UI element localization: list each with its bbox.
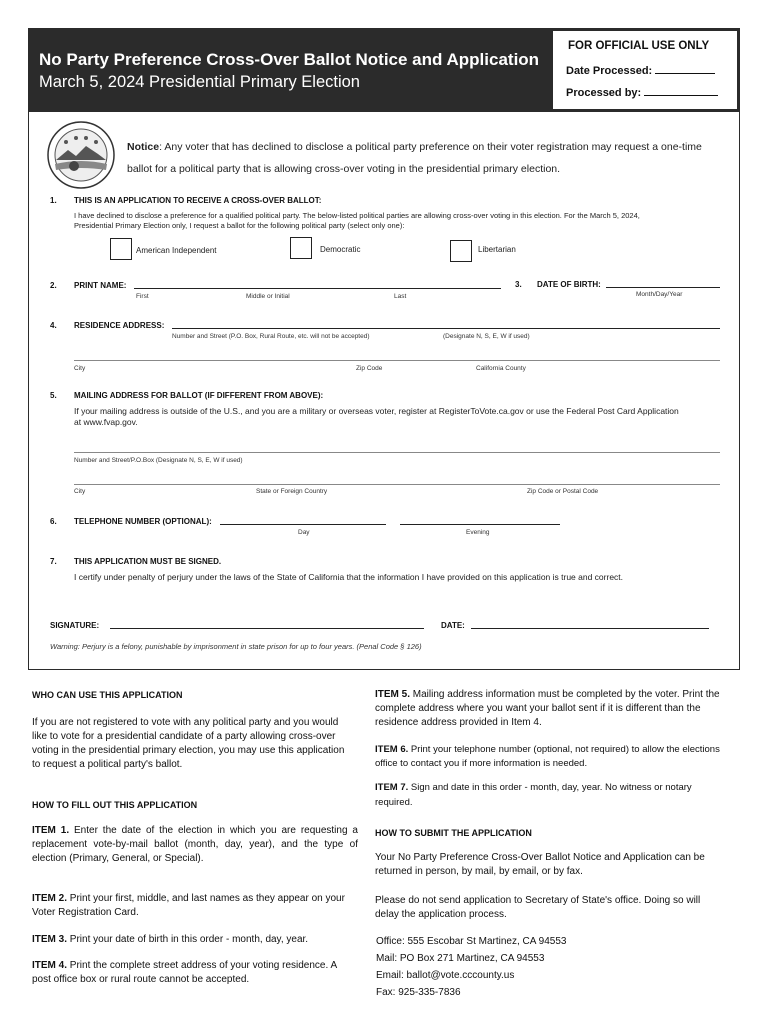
item-5-instruction (375, 688, 725, 730)
item-2-text: Print your first, middle, and last names as they appear on your Voter Registration Card. (32, 893, 345, 918)
dob-format-caption: Month/Day/Year (636, 291, 683, 298)
party-label-american-independent: American Independent (136, 246, 217, 255)
residence-city-field[interactable] (74, 360, 720, 361)
date-processed-label: Date Processed: (566, 65, 653, 77)
item-7-instruction (375, 780, 695, 810)
section-1-heading: THIS IS AN APPLICATION TO RECEIVE A CROSS-OVER BALLOT: (74, 196, 322, 205)
official-use-title: FOR OFFICIAL USE ONLY (568, 40, 710, 52)
party-label-libertarian: Libertarian (478, 245, 516, 254)
section-1-text: I have declined to disclose a preference for a qualified political party. The below-listed political parties are allowing cross-over voting in this election. For the March 5, 2024, Presidential Primary Election only, I request a ballot for the following political party (select only one): (74, 211, 640, 230)
residence-county-caption: California County (476, 365, 526, 372)
mailing-address-note: If your mailing address is outside of the U.S., and you are a military or overseas voter, register at RegisterToVote.ca.gov or use the Federal Post Card Application at www.fvap.gov. (74, 406, 679, 427)
date-of-birth-field[interactable] (606, 287, 720, 288)
section-7-certification: I certify under penalty of perjury under the laws of the State of California that the information I have provided on this application is true and correct. (74, 572, 624, 582)
item-2-label: ITEM 2. (32, 893, 68, 904)
telephone-day-field[interactable] (220, 524, 386, 525)
mailing-street-field[interactable] (74, 452, 720, 453)
item-3-text: Print your date of birth in this order - month, day, year. (67, 934, 309, 945)
form-subtitle: March 5, 2024 Presidential Primary Election (39, 73, 360, 91)
signature-date-label: DATE: (441, 621, 465, 630)
fax-number: Fax: 925-335-7836 (376, 987, 461, 998)
email-address[interactable]: Email: ballot@vote.cccounty.us (376, 970, 515, 981)
middle-name-caption: Middle or Initial (246, 293, 290, 300)
do-not-send-text: Please do not send application to Secretary of State's office. Doing so will delay the application process. (375, 895, 701, 920)
mailing-zip-caption: Zip Code or Postal Code (527, 488, 599, 495)
notice-label: Notice (127, 141, 160, 153)
party-label-democratic: Democratic (320, 245, 361, 254)
residence-street-field[interactable] (172, 328, 720, 329)
processed-by-row (566, 85, 718, 99)
item-1-instruction (32, 824, 358, 866)
item-4-label: ITEM 4. (32, 960, 68, 971)
print-name-label: PRINT NAME: (74, 281, 127, 290)
item-2-instruction (32, 892, 358, 920)
first-name-caption: First (136, 293, 149, 300)
mail-address: Mail: PO Box 271 Martinez, CA 94553 (376, 953, 545, 964)
office-address: Office: 555 Escobar St Martinez, CA 94553 (376, 936, 567, 947)
mailing-street-caption: Number and Street/P.O.Box (Designate N, S, E, W if used) (74, 457, 243, 464)
how-to-fill-heading: HOW TO FILL OUT THIS APPLICATION (32, 800, 198, 810)
form-title: No Party Preference Cross-Over Ballot Notice and Application (39, 50, 540, 69)
state-seal-icon (46, 120, 116, 190)
section-3-number: 3. (515, 280, 522, 289)
item-3-label: ITEM 3. (32, 934, 68, 945)
item-6-instruction (375, 743, 725, 771)
checkbox-american-independent[interactable] (110, 238, 132, 260)
telephone-label: TELEPHONE NUMBER (OPTIONAL): (74, 517, 212, 526)
section-1-number: 1. (50, 196, 57, 205)
section-4-number: 4. (50, 321, 57, 330)
processed-by-field[interactable] (644, 85, 718, 96)
residence-zip-caption: Zip Code (356, 365, 383, 372)
mailing-address-label: MAILING ADDRESS FOR BALLOT (IF DIFFERENT FROM ABOVE): (74, 391, 324, 400)
item-4-text: Print the complete street address of your voting residence. A post office box or rural route cannot be accepted. (32, 960, 337, 985)
who-can-use-text: If you are not registered to vote with any political party and you would like to vote for a presidential candidate of a party allowing cross-over voting in the presidential primary election, you may use this application to request a political party's ballot. (32, 717, 345, 770)
telephone-day-caption: Day (298, 529, 310, 536)
signature-label: SIGNATURE: (50, 621, 100, 630)
item-7-label: ITEM 7. (375, 782, 409, 793)
item-3-instruction (32, 933, 358, 947)
item-6-text: Print your telephone number (optional, not required) to allow the elections office to contact you if more information is needed. (375, 744, 720, 769)
signature-date-field[interactable] (471, 628, 709, 629)
checkbox-libertarian[interactable] (450, 240, 472, 262)
mailing-city-caption: City (74, 488, 86, 495)
item-1-label: ITEM 1. (32, 825, 70, 836)
date-processed-row (566, 63, 715, 77)
processed-by-label: Processed by: (566, 87, 642, 99)
print-name-field[interactable] (134, 288, 501, 289)
telephone-evening-field[interactable] (400, 524, 560, 525)
perjury-warning: Warning: Perjury is a felony, punishable by imprisonment in state prison for up to four years. (Penal Code § 126) (50, 642, 422, 651)
section-7-heading: THIS APPLICATION MUST BE SIGNED. (74, 557, 222, 566)
mailing-city-field[interactable] (74, 484, 720, 485)
residence-street-caption: Number and Street (P.O. Box, Rural Route, etc. will not be accepted) (172, 333, 370, 340)
section-2-number: 2. (50, 281, 57, 290)
residence-designate-caption: (Designate N, S, E, W if used) (443, 333, 530, 340)
residence-city-caption: City (74, 365, 86, 372)
item-4-instruction (32, 959, 358, 987)
section-5-number: 5. (50, 391, 57, 400)
last-name-caption: Last (394, 293, 407, 300)
section-7-number: 7. (50, 557, 57, 566)
item-6-label: ITEM 6. (375, 744, 409, 755)
submit-text: Your No Party Preference Cross-Over Ballot Notice and Application can be returned in person, by mail, by email, or by fax. (375, 852, 705, 877)
section-6-number: 6. (50, 517, 57, 526)
how-to-submit-heading: HOW TO SUBMIT THE APPLICATION (375, 828, 532, 838)
checkbox-democratic[interactable] (290, 237, 312, 259)
who-can-use-heading: WHO CAN USE THIS APPLICATION (32, 690, 183, 700)
telephone-evening-caption: Evening (466, 529, 490, 536)
date-processed-field[interactable] (655, 63, 715, 74)
notice-text: : Any voter that has declined to disclose a political party preference on their voter registration may request a one-time ballot for a political party that is allowing cross-over voting in the presidential primary election. (127, 141, 702, 175)
signature-field[interactable] (110, 628, 424, 629)
item-1-text: Enter the date of the election in which you are requesting a replacement vote-by-mail ballot (month, day, year), and the type of election (Primary, General, or Special). (32, 825, 358, 864)
item-5-text: Mailing address information must be completed by the voter. Print the complete address where you want your ballot sent if it is different than the residence address provided in Item 4. (375, 689, 720, 728)
residence-address-label: RESIDENCE ADDRESS: (74, 321, 165, 330)
mailing-state-caption: State or Foreign Country (256, 488, 328, 495)
item-7-text: Sign and date in this order - month, day, year. No witness or notary required. (375, 782, 692, 808)
date-of-birth-label: DATE OF BIRTH: (537, 280, 601, 289)
notice-paragraph (127, 136, 727, 180)
item-5-label: ITEM 5. (375, 689, 411, 700)
